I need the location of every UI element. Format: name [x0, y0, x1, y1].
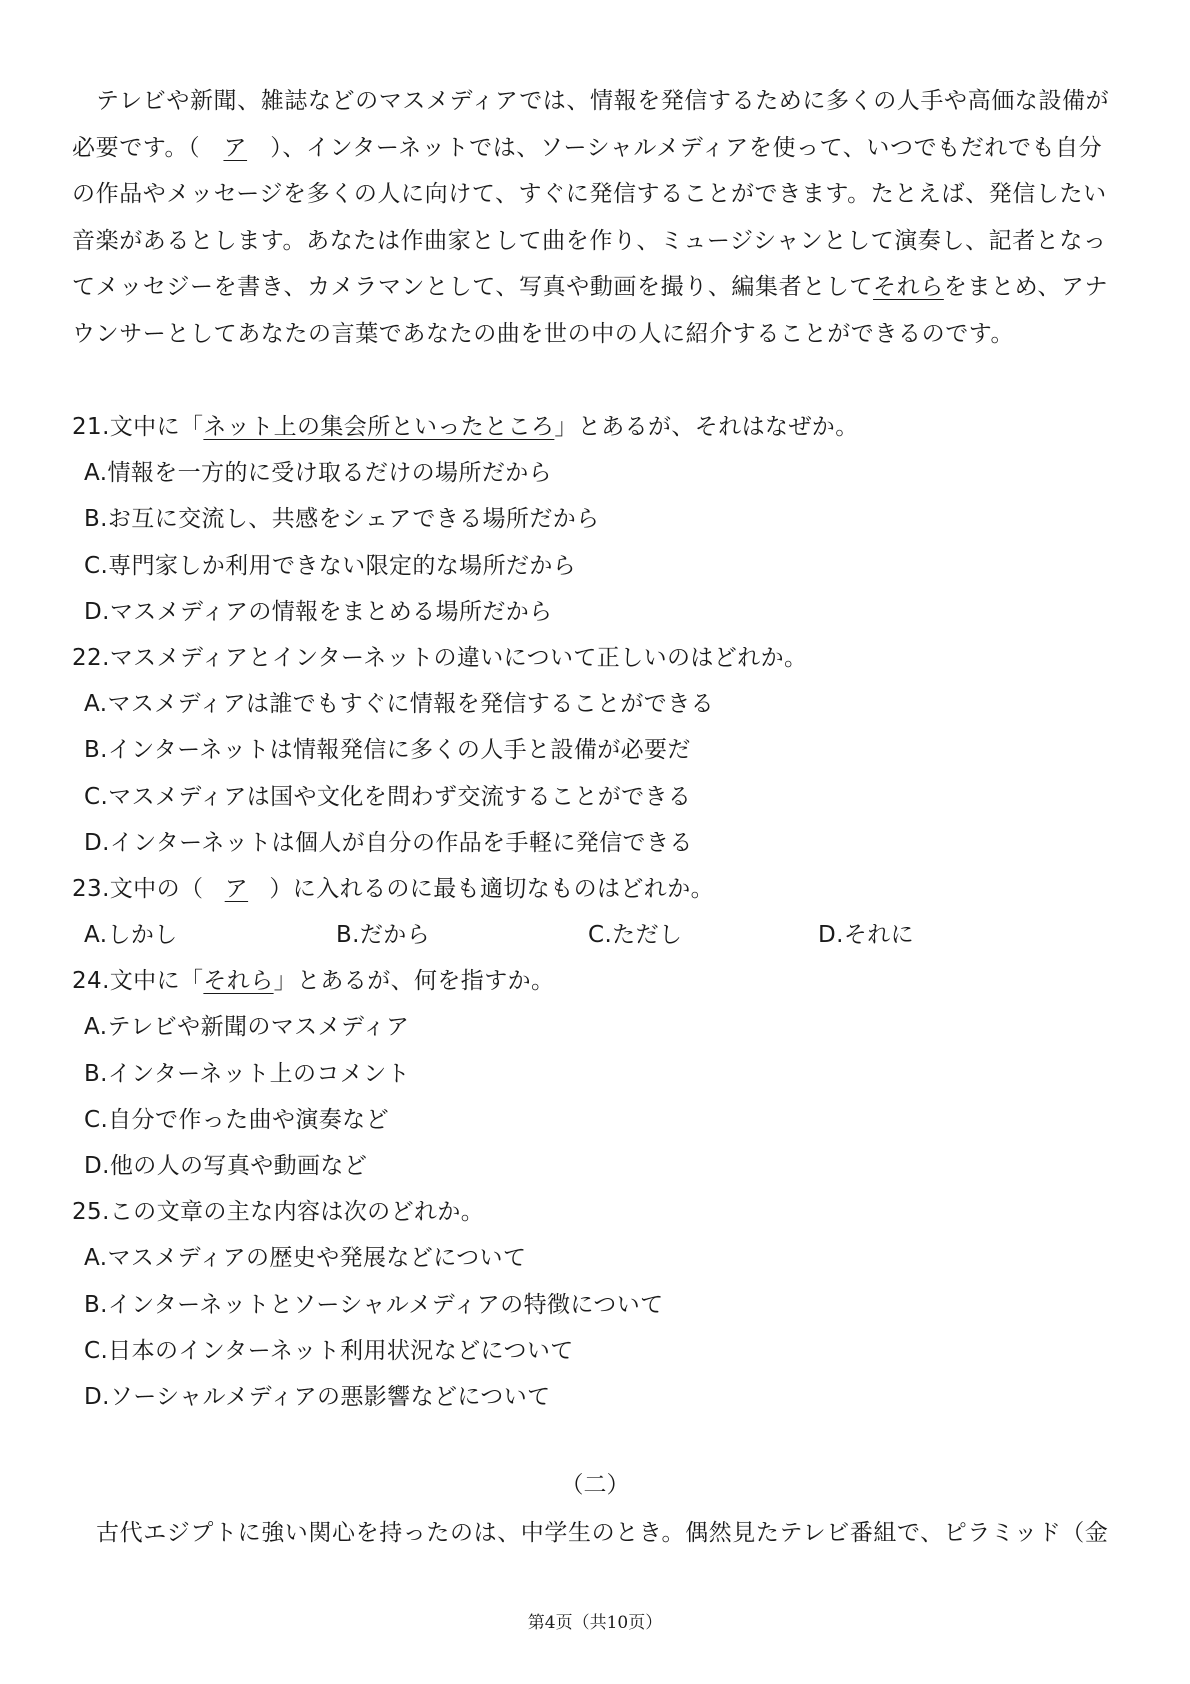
question-blank-a: ア — [224, 875, 249, 902]
second-passage-text: 古代エジプトに強い関心を持ったのは、中学生のとき。偶然見たテレビ番組で、ピラミッド（金 — [96, 1520, 1109, 1546]
option-c: C.専門家しか利用できない限定的な場所だから — [84, 552, 577, 579]
question-22 — [72, 635, 1122, 866]
page-number: 第4页（共10页） — [527, 1613, 663, 1633]
option-d: D.他の人の写真や動画など — [84, 1153, 368, 1179]
option-c: C.マスメディアは国や文化を問わず交流することができる — [84, 783, 692, 810]
passage-paragraph — [72, 78, 1122, 357]
question-23 — [72, 866, 1122, 958]
second-passage — [72, 1510, 1122, 1556]
question-21 — [72, 404, 1122, 635]
option-d: D.ソーシャルメディアの悪影響などについて — [84, 1383, 551, 1410]
option-a: A.マスメディアの歴史や発展などについて — [84, 1245, 527, 1272]
option-a: A.しかし — [84, 922, 178, 949]
option-d: D.それに — [818, 922, 915, 949]
option-a: A.テレビや新聞のマスメディア — [84, 1014, 410, 1041]
passage-text-1: テレビや新聞、雑誌などのマスメディアでは、情報を発信するために多くの人手や高価な設備が必要です。（ — [72, 88, 1110, 161]
option-c: C.自分で作った曲や演奏など — [84, 1106, 389, 1133]
option-row — [72, 912, 1122, 958]
option-d: D.インターネットは個人が自分の作品を手軽に発信できる — [84, 829, 693, 856]
option-a: A.情報を一方的に受け取るだけの場所だから — [84, 460, 553, 487]
option-a: A.マスメディアは誰でもすぐに情報を発信することができる — [84, 691, 715, 718]
passage-text-3: をまとめ、アナウンサーとしてあなたの言葉であなたの曲を世の中の人に紹介することができるのです。 — [72, 274, 1109, 347]
option-b: B.だから — [336, 922, 431, 949]
passage-blank-a: ア — [223, 134, 248, 161]
question-stem: 21.文中に「ネット上の集会所といったところ」とあるが、それはなぜか。 — [72, 414, 859, 440]
option-b: B.インターネットは情報発信に多くの人手と設備が必要だ — [84, 737, 691, 764]
quoted-phrase: それら — [203, 968, 274, 995]
option-b: B.インターネットとソーシャルメディアの特徴について — [84, 1291, 664, 1318]
option-b: B.お互に交流し、共感をシェアできる場所だから — [84, 506, 600, 533]
option-b: B.インターネット上のコメント — [84, 1060, 411, 1087]
reading-passage — [72, 78, 1122, 357]
question-list — [72, 404, 1122, 1420]
quoted-phrase: ネット上の集会所といったところ — [203, 414, 555, 440]
section-heading: （二） — [560, 1472, 630, 1498]
question-stem: 22.マスメディアとインターネットの違いについて正しいのはどれか。 — [72, 644, 808, 671]
question-24 — [72, 958, 1122, 1189]
question-25 — [72, 1189, 1122, 1420]
question-stem: 25.この文章の主な内容は次のどれか。 — [72, 1199, 485, 1226]
passage-text-2: ）、インターネットでは、ソーシャルメディアを使って、いつでもだれでも自分の作品やメッセージを多くの人に向けて、すぐに発信することができます。たとえば、発信したい音楽があるとします。あなたは作曲家として曲を作り、ミュージシャンとして演奏し、記者となってメッセジーを書き、カメラマンとして、写真や動画を撮り、編集者として — [72, 134, 1107, 300]
question-stem: 24.文中に「それら」とあるが、何を指すか。 — [72, 968, 555, 995]
option-c: C.ただし — [588, 922, 683, 949]
question-stem: 23.文中の（ ア ）に入れるのに最も適切なものはどれか。 — [72, 866, 1122, 912]
option-d: D.マスメディアの情報をまとめる場所だから — [84, 598, 553, 625]
option-c: C.日本のインターネット利用状況などについて — [84, 1337, 574, 1364]
passage-underlined-sorera: それら — [873, 274, 944, 300]
